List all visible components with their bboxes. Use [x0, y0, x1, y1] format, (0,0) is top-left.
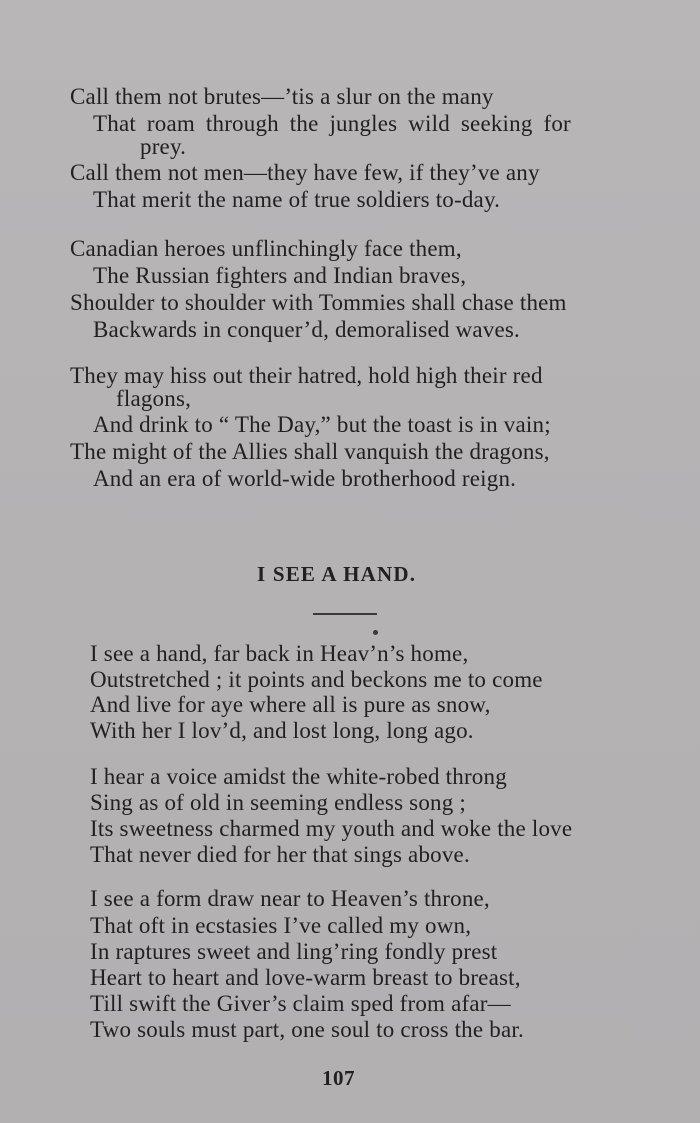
poem-line: In raptures sweet and ling’ring fondly prest — [90, 939, 498, 964]
poem-line: Outstretched ; it points and beckons me to come — [90, 667, 543, 692]
poem-line: They may hiss out their hatred, hold high their red — [70, 363, 543, 388]
poem-line: I see a hand, far back in Heav’n’s home, — [90, 641, 469, 666]
poem-line: Call them not men—they have few, if they’ve any — [70, 160, 540, 185]
poem-line: That roam through the jungles wild seeking for — [93, 111, 571, 136]
poem-line: Two souls must part, one soul to cross the bar. — [90, 1017, 524, 1042]
poem-line: With her I lov’d, and lost long, long ago. — [90, 718, 474, 743]
poem-line: Sing as of old in seeming endless song ; — [90, 790, 466, 815]
poem-line: Till swift the Giver’s claim sped from afar— — [90, 991, 511, 1016]
title-divider — [313, 613, 377, 615]
poem-line: Canadian heroes unflinchingly face them, — [70, 236, 462, 261]
ornament-dot — [373, 630, 378, 635]
page-number: 107 — [322, 1066, 355, 1090]
poem-line: I hear a voice amidst the white-robed throng — [90, 764, 507, 789]
poem-line: That merit the name of true soldiers to-day. — [93, 187, 501, 212]
poem-line: And drink to “ The Day,” but the toast is in vain; — [93, 412, 551, 437]
poem-line: That never died for her that sings above. — [90, 842, 470, 867]
poem-line: Heart to heart and love-warm breast to breast, — [90, 965, 521, 990]
poem-line: The might of the Allies shall vanquish the dragons, — [70, 439, 550, 464]
poem-line: And an era of world-wide brotherhood reign. — [93, 466, 517, 491]
poem-line: Its sweetness charmed my youth and woke the love — [90, 816, 573, 841]
poem-line: Backwards in conquer’d, demoralised waves. — [93, 317, 520, 342]
poem-line: flagons, — [116, 386, 192, 411]
poem-line: That oft in ecstasies I’ve called my own, — [90, 913, 472, 938]
poem-line: prey. — [140, 134, 187, 159]
poem-line: And live for aye where all is pure as snow, — [90, 692, 491, 717]
poem-line: Call them not brutes—’tis a slur on the many — [70, 84, 494, 109]
poem-line: I see a form draw near to Heaven’s throne, — [90, 886, 490, 911]
poem-line: The Russian fighters and Indian braves, — [93, 263, 467, 288]
poem-title: I SEE A HAND. — [257, 562, 417, 586]
poem-line: Shoulder to shoulder with Tommies shall chase them — [70, 290, 567, 315]
